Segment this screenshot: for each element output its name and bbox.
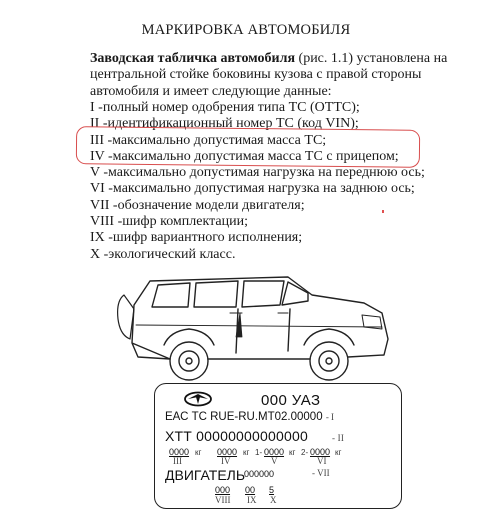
plate-mass-1: 0000 <box>169 447 190 457</box>
plate-roman-iii: III <box>173 456 182 466</box>
list-item: VII -обозначение модели двигателя; <box>90 197 305 213</box>
plate-engine-roman: - VII <box>312 468 330 478</box>
list-item: VIII -шифр комплектации; <box>90 214 248 230</box>
page-title: МАРКИРОВКА АВТОМОБИЛЯ <box>141 22 351 38</box>
plate-roman-iv: IV <box>221 456 231 466</box>
intro-line-1 <box>90 51 450 67</box>
plate-mass-2-unit: кг <box>243 448 250 457</box>
list-item: III -максимально допустимая масса ТС; <box>90 132 327 148</box>
uaz-logo-icon <box>183 391 213 407</box>
list-item: IX -шифр вариантного исполнения; <box>90 230 303 246</box>
plate-roman-x: X <box>270 495 277 505</box>
plate-vin-row <box>165 428 344 444</box>
plate-mass-4: 0000 <box>310 447 331 457</box>
plate-engine-number: 000000 <box>244 469 275 479</box>
plate-engine-label: ДВИГАТЕЛЬ <box>165 467 246 483</box>
suv-illustration <box>112 265 402 385</box>
plate-code-10: 5 <box>269 485 275 495</box>
intro-line-2: центральной стойке боковины кузова с правой стороны <box>90 67 422 83</box>
plate-mass-3: 0000 <box>264 447 285 457</box>
plate-mass-3-unit: кг <box>289 448 296 457</box>
marking-list <box>90 100 470 263</box>
plate-brand: 000 УАЗ <box>261 392 321 409</box>
plate-code-8: 000 <box>215 485 231 495</box>
intro-lead: Заводская табличка автомобиля <box>90 51 296 66</box>
intro-line-3: автомобиля и имеет следующие данные: <box>90 83 332 99</box>
intro-line-1-rest: (рис. 1.1) установлена на <box>295 51 448 66</box>
intro-paragraph <box>90 51 450 100</box>
plate-roman-v: V <box>271 456 278 466</box>
plate-mass-4-prefix: 2- <box>301 448 309 457</box>
plate-mass-4-unit: кг <box>335 448 342 457</box>
red-mark <box>382 210 384 213</box>
plate-cert-roman: - I <box>325 412 335 422</box>
plate-mass-3-prefix: 1- <box>255 448 263 457</box>
list-item: II -идентификационный номер ТС (код VIN); <box>90 116 359 132</box>
plate-cert: ЕАС ТС RUE-RU.MT02.00000 <box>165 411 323 423</box>
plate-roman-ix: IX <box>247 495 257 505</box>
plate-roman-vi: VI <box>317 456 327 466</box>
plate-mass-1-unit: кг <box>195 448 202 457</box>
plate-vin: ХТТ 00000000000000 <box>165 428 308 444</box>
red-highlight-oval <box>76 126 420 168</box>
plate-roman-viii: VIII <box>215 495 231 505</box>
plate-vin-roman: - II <box>332 433 345 443</box>
plate-mass-2: 0000 <box>217 447 238 457</box>
factory-plate <box>154 383 402 509</box>
list-item: I -полный номер одобрения типа ТС (ОТТС); <box>90 100 360 115</box>
plate-code-9: 00 <box>245 485 256 495</box>
list-item: IV -максимально допустимая масса ТС с прицепом; <box>90 148 399 164</box>
list-item: VI -максимально допустимая нагрузка на заднюю ось; <box>90 181 415 197</box>
list-item: X -экологический класс. <box>90 246 236 262</box>
list-item: V -максимально допустимая нагрузка на переднюю ось; <box>90 165 425 181</box>
plate-cert-row <box>165 411 334 423</box>
